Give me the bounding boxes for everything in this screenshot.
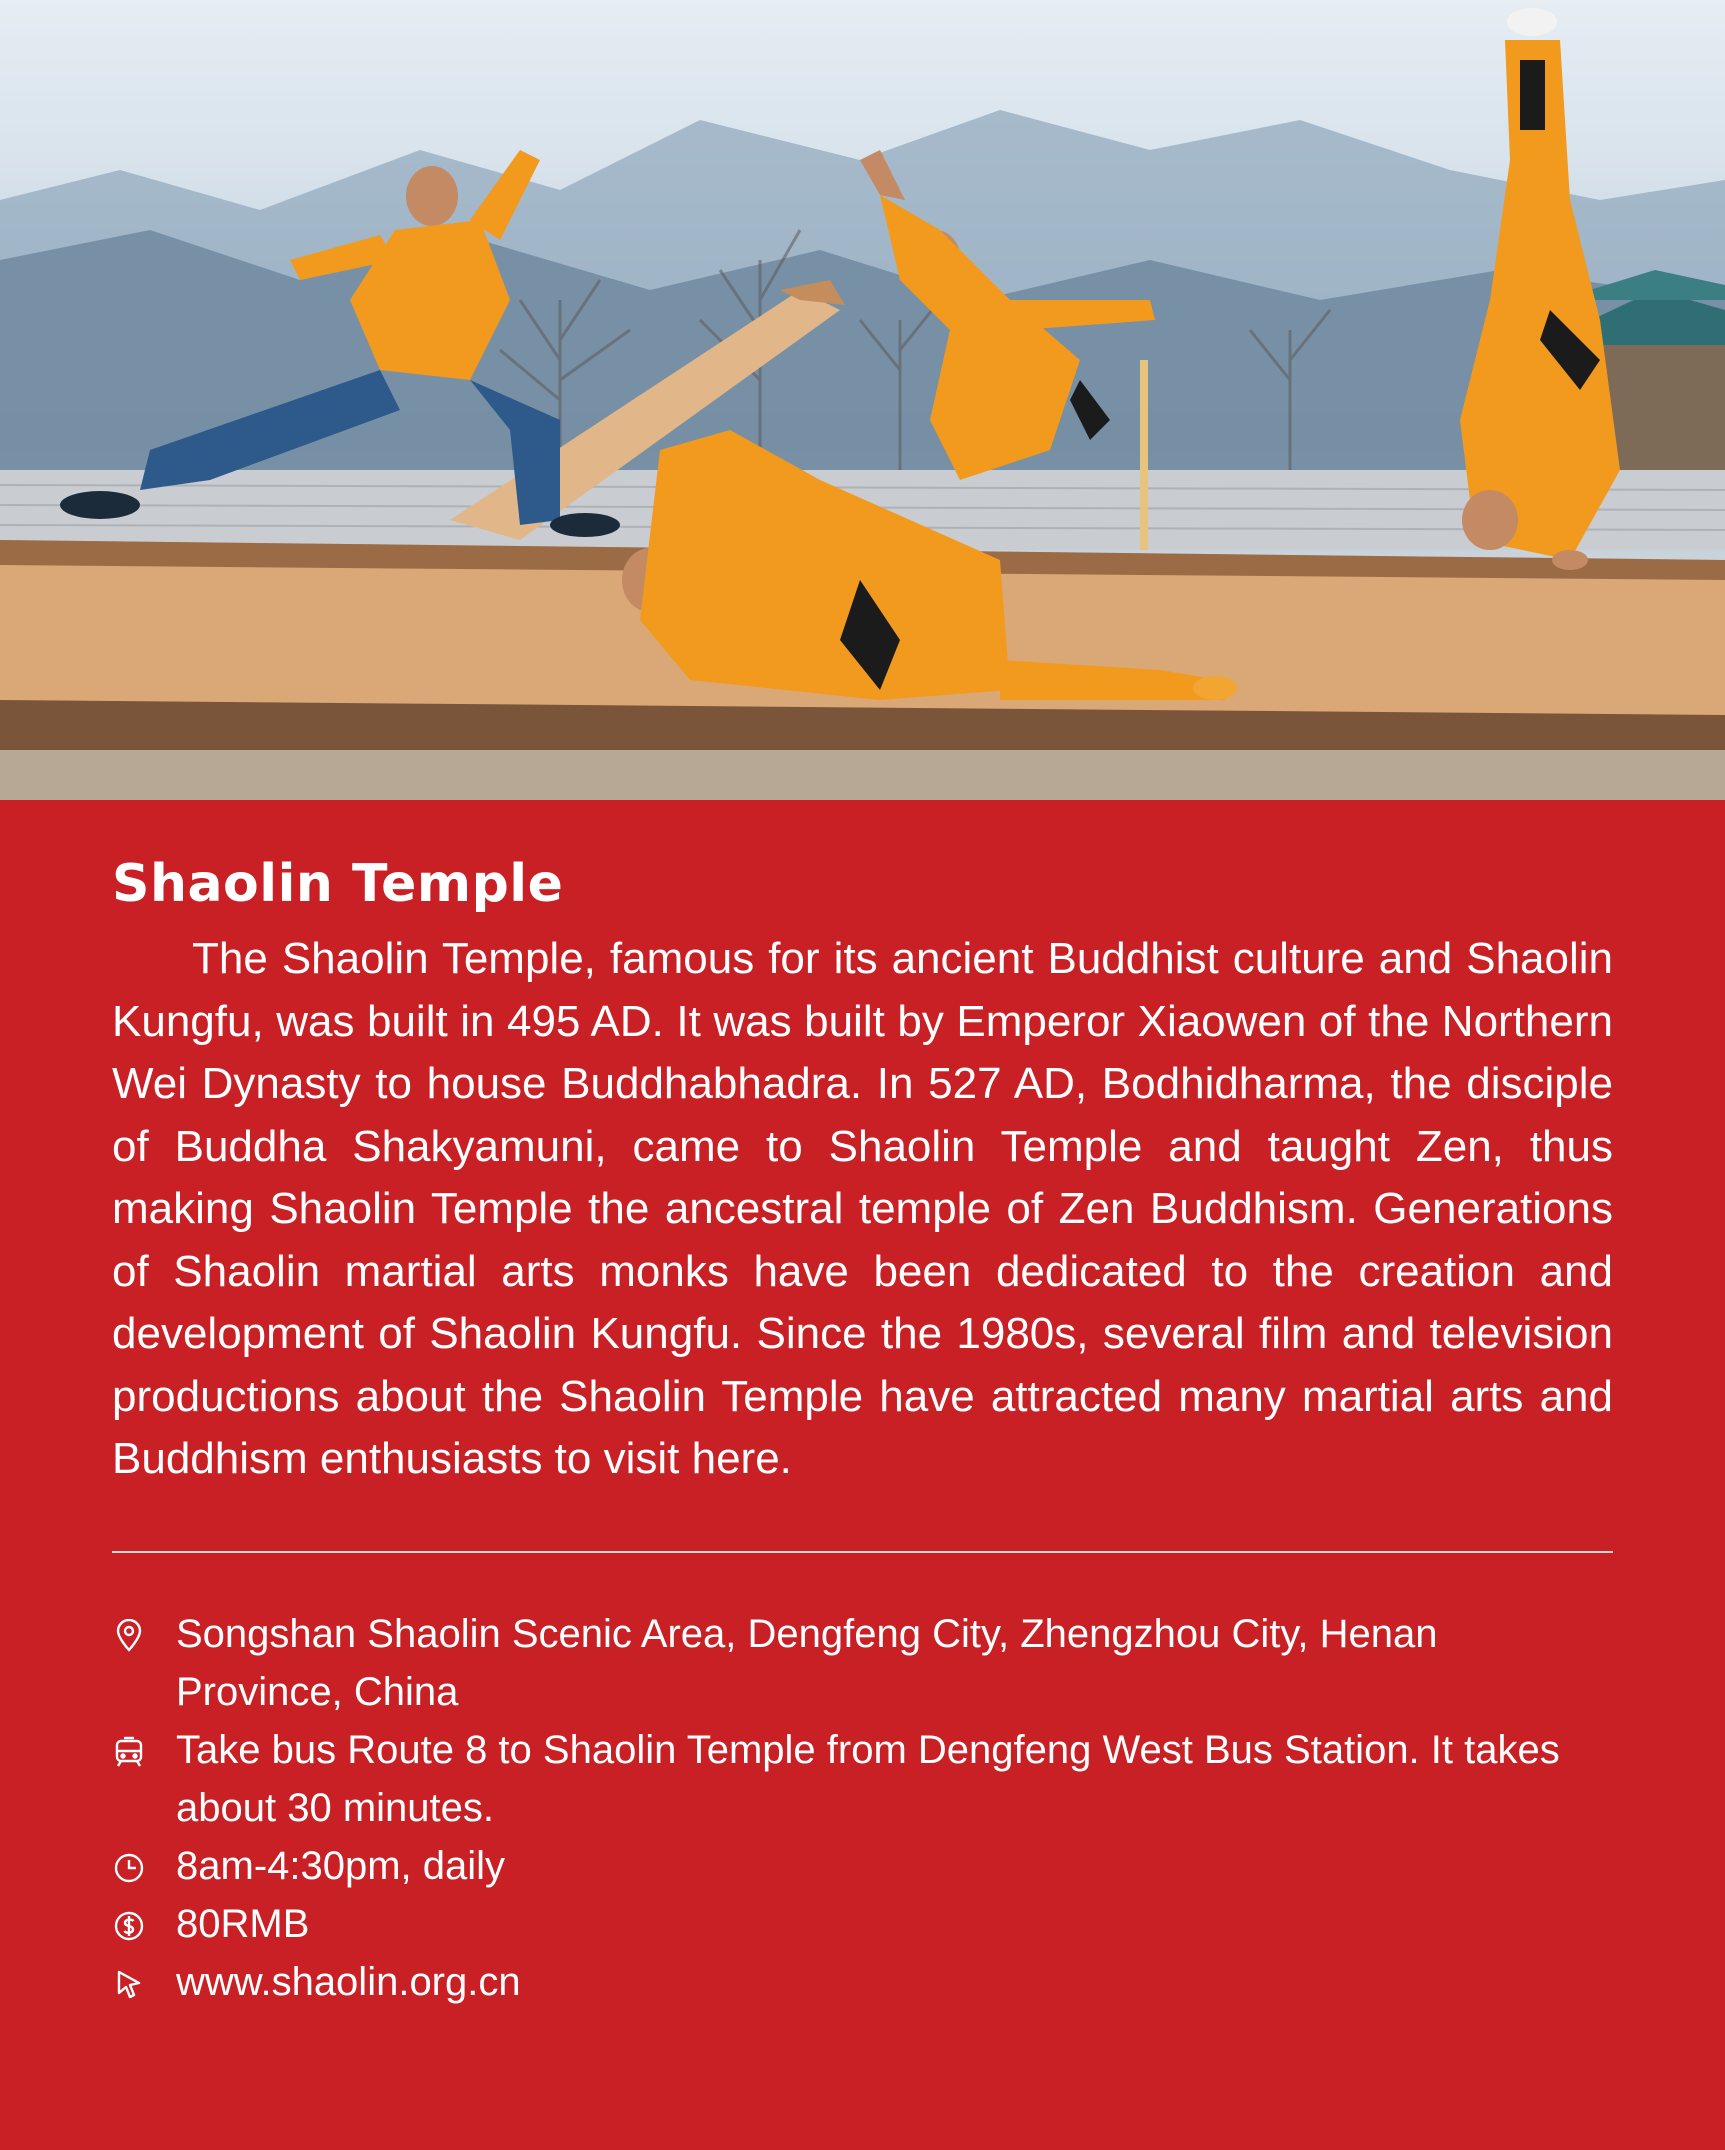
section-divider xyxy=(112,1551,1613,1553)
clock-icon xyxy=(112,1851,146,1885)
info-hours xyxy=(112,1837,1613,1895)
info-address xyxy=(112,1605,1613,1721)
info-list xyxy=(112,1605,1613,2011)
article-body: The Shaolin Temple, famous for its ancient Buddhist culture and Shaolin Kungfu, was built in 495 AD. It was built by Emperor Xiaowen of the Northern Wei Dynasty to house Buddhabhadra. In 527 AD, Bodhidharma, the disciple of Buddha Shakyamuni, came to Shaolin Temple and taught Zen, thus making Shaolin Temple the ancestral temple of Zen Buddhism. Generations of Shaolin martial arts monks have been dedicated to the creation and development of Shaolin Kungfu. Since the 1980s, several film and television productions about the Shaolin Temple have attracted many martial arts and Buddhism enthusiasts to visit here. xyxy=(112,934,1613,1483)
address-text: Songshan Shaolin Scenic Area, Dengfeng City, Zhengzhou City, Henan Province, China xyxy=(176,1611,1438,1714)
location-pin-icon xyxy=(112,1619,146,1653)
info-website[interactable] xyxy=(112,1953,1613,2011)
website-link[interactable]: www.shaolin.org.cn xyxy=(176,1959,521,2004)
price-text: 80RMB xyxy=(176,1901,310,1946)
bus-icon xyxy=(112,1735,146,1769)
content-panel xyxy=(112,800,1613,2011)
info-price xyxy=(112,1895,1613,1953)
photo-illustration xyxy=(0,0,1725,800)
dollar-icon xyxy=(112,1909,146,1943)
info-transport xyxy=(112,1721,1613,1837)
cursor-icon xyxy=(112,1967,146,2001)
transport-text: Take bus Route 8 to Shaolin Temple from Dengfeng West Bus Station. It takes about 30 minutes. xyxy=(176,1727,1560,1830)
page-title: Shaolin Temple xyxy=(112,854,564,914)
shaolin-monks-photo xyxy=(0,0,1725,800)
hours-text: 8am-4:30pm, daily xyxy=(176,1843,506,1888)
